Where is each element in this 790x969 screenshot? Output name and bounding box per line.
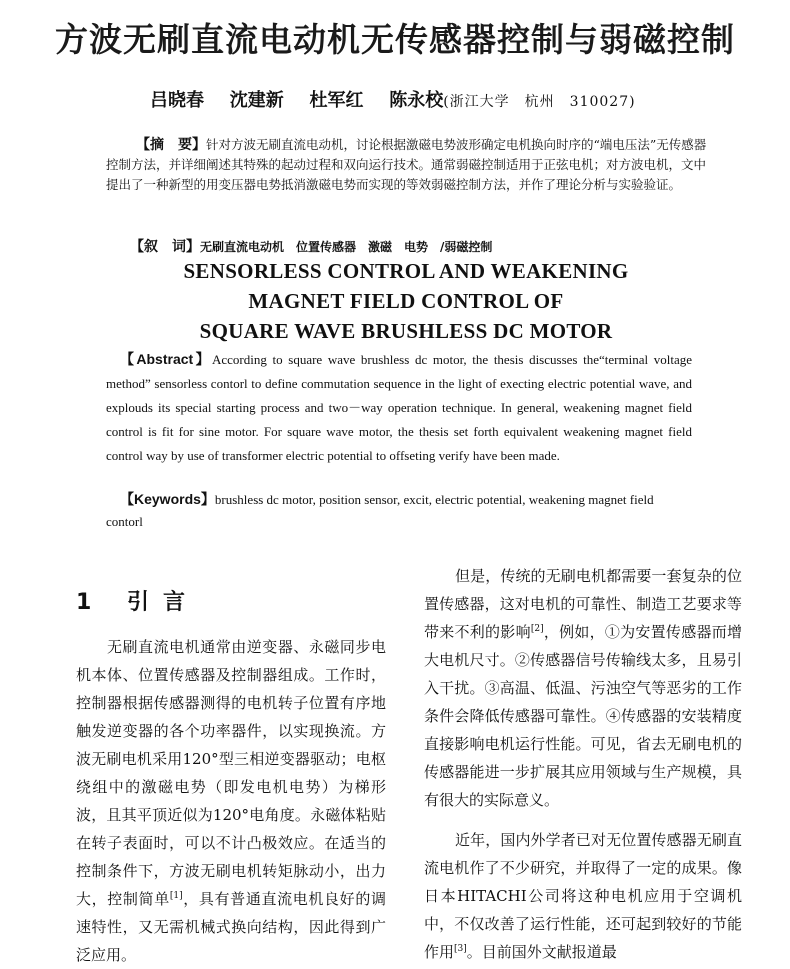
- paragraph-text: 。目前国外文献报道最: [466, 943, 617, 961]
- citation-ref: [2]: [530, 624, 544, 634]
- abstract-en: [106, 347, 692, 468]
- author-name: 陈永校: [389, 90, 444, 111]
- section-number: 1: [76, 590, 106, 615]
- affiliation: (浙江大学 杭州 310027): [443, 94, 636, 110]
- paragraph-text: 无刷直流电机通常由逆变器、永磁同步电机本体、位置传感器及控制器组成。工作时，控制器根据传感器测得的电机转子位置有序地触发逆变器的各个功率器件，以实现换流。方波无刷电机采用120°型三相逆变器驱动；电枢绕组中的激磁电势（即发电机电势）为梯形波，且其平顶近似为120°电角度。永磁体粘贴在转子表面时，可以不计凸极效应。在适当的控制条件下，方波无刷电机转矩脉动小，出力大，控制简单: [76, 638, 386, 908]
- abstract-en-label: 【Abstract】: [120, 351, 212, 367]
- citation-ref: [3]: [454, 944, 467, 954]
- abstract-cn-text: 针对方波无刷直流电动机，讨论根据激磁电势波形确定电机换向时序的“端电压法”无传感器控制方法，并详细阐述其特殊的起动过程和双向运行技术。通常弱磁控制适用于正弦电机；对方波电机，文中提出了一种新型的用变压器电势抵消激磁电势而实现的等效弱磁控制方法，并作了理论分析与实验验证。: [106, 137, 707, 192]
- keywords-en-text: brushless dc motor, position sensor, excit, electric potential, weakening magnet field contorl: [106, 492, 654, 529]
- body-paragraph: [76, 633, 386, 969]
- section-title: 引言: [126, 590, 199, 615]
- title-en-line: MAGNET FIELD CONTROL OF: [248, 289, 564, 313]
- citation-ref: [1]: [169, 891, 183, 901]
- left-column: [76, 633, 386, 969]
- keywords-cn: [130, 236, 492, 256]
- body-paragraph: [424, 562, 742, 814]
- keywords-en-label: 【Keywords】: [120, 491, 215, 507]
- abstract-en-text: According to square wave brushless dc motor, the thesis discusses the“terminal voltage method” sensorless contorl to define commutation sequence in the light of execting electric potential wave, and explouds its special starting process and two－way operation technique. In general, weakening magnet field control is fit for sine motor. For square wave motor, the thesis set forth equivalent weakening magnet field control way by use of transformer electric potential to offseting verify have been made.: [106, 352, 692, 463]
- author-line: [150, 86, 636, 112]
- paper-title-en: [0, 256, 790, 346]
- paragraph-text: 近年，国内外学者已对无位置传感器无刷直流电机作了不少研究，并取得了一定的成果。像日本HITACHI公司将这种电机应用于空调机中，不仅改善了运行性能，还可起到较好的节能作用: [424, 831, 742, 961]
- paper-title-cn: 方波无刷直流电动机无传感器控制与弱磁控制: [55, 20, 735, 59]
- title-en-line: SENSORLESS CONTROL AND WEAKENING: [183, 259, 629, 283]
- keywords-cn-text: 无刷直流电动机 位置传感器 激磁 电势 /弱磁控制: [200, 240, 493, 254]
- section-heading: [76, 585, 199, 616]
- paragraph-text: ，具有普通直流电机良好的调速特性，又无需机械式换向结构，因此得到广泛应用。: [76, 890, 386, 964]
- body-paragraph: [424, 826, 742, 966]
- keywords-cn-label: 【叙 词】: [130, 239, 200, 255]
- abstract-cn-label: 【摘 要】: [136, 137, 206, 153]
- paragraph-text: 但是，传统的无刷电机都需要一套复杂的位置传感器，这对电机的可靠性、制造工艺要求等带来不利的影响: [424, 567, 742, 641]
- author-name: 吕晓春: [150, 90, 204, 111]
- author-name: 杜军红: [309, 90, 364, 111]
- title-en-line: SQUARE WAVE BRUSHLESS DC MOTOR: [199, 319, 613, 343]
- keywords-en: [106, 488, 692, 533]
- author-name: 沈建新: [229, 90, 284, 111]
- right-column: [424, 562, 742, 966]
- paragraph-text: ，例如，①为安置传感器而增大电机尺寸。②传感器信号传输线太多，且易引入干扰。③高温、低温、污浊空气等恶劣的工作条件会降低传感器可靠性。④传感器的安装精度直接影响电机运行性能。可见，省去无刷电机的传感器能进一步扩展其应用领域与生产规模，具有很大的实际意义。: [424, 623, 742, 809]
- abstract-cn: [106, 135, 718, 195]
